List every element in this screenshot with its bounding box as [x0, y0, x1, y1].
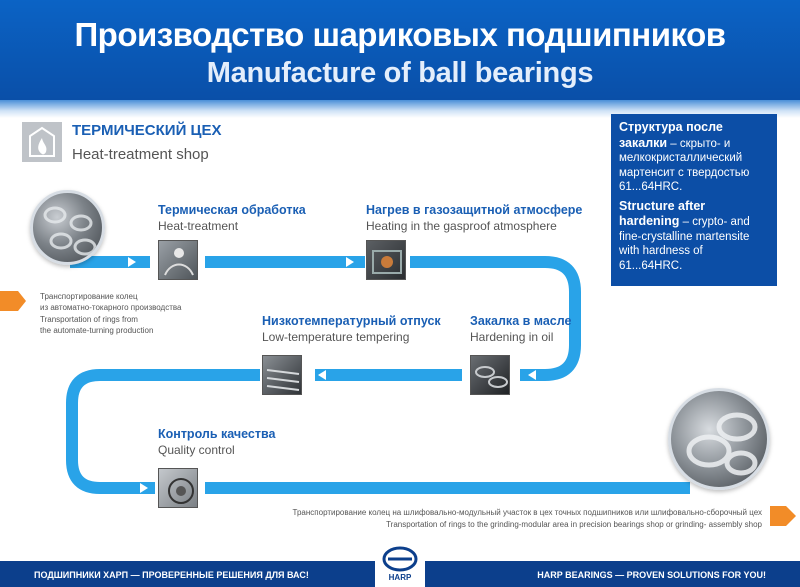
- harp-logo-icon: [375, 543, 425, 573]
- info-en-bold: Structure after hardening: [619, 198, 706, 228]
- input-arrow-icon: [0, 291, 26, 311]
- info-ru-text: – скрыто- и мелкокристаллический мартенсит с твердостью 61...64HRC.: [619, 137, 750, 193]
- title-en: Manufacture of ball bearings: [206, 57, 594, 89]
- output-note-en: Transportation of rings to the grinding-modular area in precision bearings shop or grinding- assembly shop: [386, 520, 762, 529]
- stage-heat-treatment-en: Heat-treatment: [158, 219, 239, 233]
- stage-heat-treatment-ru: Термическая обработка: [158, 203, 306, 217]
- stage-hardening-en: Hardening in oil: [470, 330, 554, 344]
- shop-title-en: Heat-treatment shop: [72, 146, 209, 163]
- stage-heating-en: Heating in the gasproof atmosphere: [366, 219, 557, 233]
- info-ru-bold: Структура после закалки: [619, 120, 723, 150]
- harp-logo: [375, 543, 425, 587]
- heating-thumbnail: [366, 240, 406, 280]
- stage-quality-control-en: Quality control: [158, 443, 235, 457]
- quality-control-thumbnail: [158, 468, 198, 508]
- info-en-text: – crypto- and fine-crystalline martensite with hardness of 61...64HRC.: [619, 216, 750, 272]
- footer-slogan-ru: ПОДШИПНИКИ ХАРП — ПРОВЕРЕННЫЕ РЕШЕНИЯ ДЛЯ ВАС!: [34, 570, 309, 580]
- rings-input-photo: [30, 190, 105, 265]
- hardening-thumbnail: [470, 355, 510, 395]
- output-arrow-icon: [770, 506, 796, 526]
- shop-title-ru: ТЕРМИЧЕСКИЙ ЦЕХ: [72, 122, 222, 139]
- stage-tempering-ru: Низкотемпературный отпуск: [262, 314, 441, 328]
- tempering-thumbnail: [262, 355, 302, 395]
- title-ru: Производство шариковых подшипников: [74, 16, 726, 53]
- heat-treatment-thumbnail: [158, 240, 198, 280]
- input-note-en: Transportation of rings from the automate-turning production: [40, 315, 154, 335]
- stage-heating-ru: Нагрев в газозащитной атмосфере: [366, 203, 583, 217]
- rings-output-photo: [668, 388, 770, 490]
- footer-slogan-en: HARP BEARINGS — PROVEN SOLUTIONS FOR YOU!: [537, 570, 766, 580]
- stage-tempering-en: Low-temperature tempering: [262, 330, 410, 344]
- output-note-ru: Транспортирование колец на шлифовально-модульный участок в цех точных подшипников или шлифовально-сборочный цех: [292, 508, 762, 517]
- stage-hardening-ru: Закалка в масле: [470, 314, 572, 328]
- logo-text: HARP: [388, 573, 412, 582]
- stage-quality-control-ru: Контроль качества: [158, 427, 276, 441]
- input-note-ru: Транспортирование колец из автоматно-токарного производства: [40, 292, 182, 312]
